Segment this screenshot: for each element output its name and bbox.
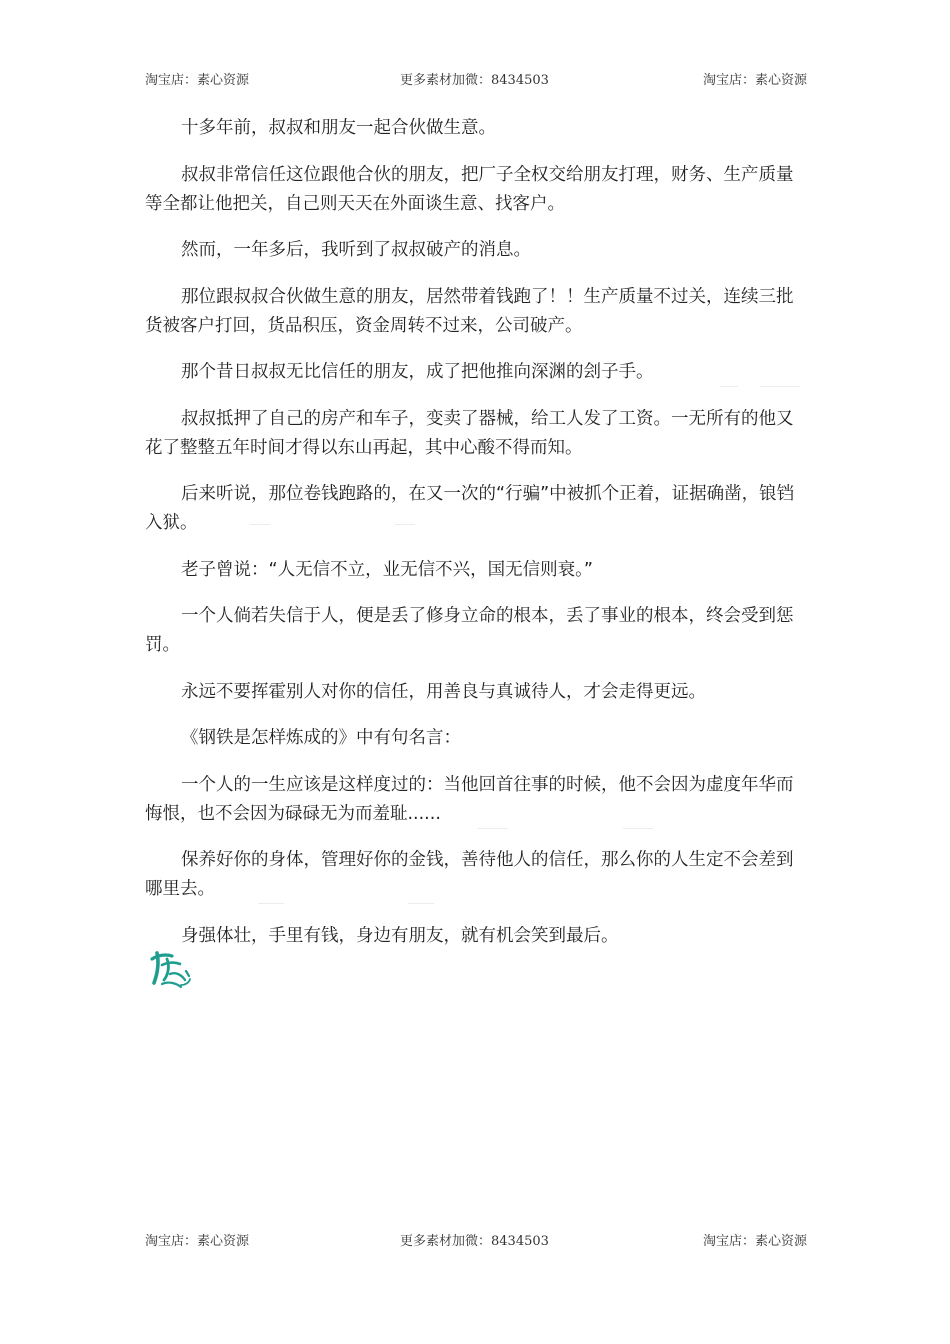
article-body — [145, 114, 807, 968]
paragraph: 《钢铁是怎样炼成的》中有句名言： — [181, 728, 462, 748]
paragraph: 那个昔日叔叔无比信任的朋友，成了把他推向深渊的刽子手。 — [181, 362, 654, 382]
paragraph: 一个人的一生应该是这样度过的：当他回首往事的时候，他不会因为虚度年华而悔恨，也不会因为碌碌无为而羞耻...... — [145, 774, 794, 824]
paragraph: 叔叔抵押了自己的房产和车子，变卖了器械，给工人发了工资。一无所有的他又花了整整五年时间才得以东山再起，其中心酸不得而知。 — [145, 408, 794, 458]
footer-center-text: 更多素材加微：8434503 — [400, 1234, 549, 1249]
paragraph: 后来听说，那位卷钱跑路的，在又一次的“行骗”中被抓个正着，证据确凿，锒铛入狱。 — [145, 484, 795, 533]
scan-speck — [720, 386, 738, 387]
scan-speck — [623, 828, 653, 829]
footer-left-text: 淘宝店：素心资源 — [145, 1234, 250, 1249]
paragraph: 保养好你的身体，管理好你的金钱，善待他人的信任，那么你的人生定不会差到哪里去。 — [145, 850, 794, 899]
header-center-text: 更多素材加微：8434503 — [400, 73, 549, 88]
footer-right-text: 淘宝店：素心资源 — [702, 1234, 807, 1249]
scan-speck — [258, 903, 284, 904]
scan-speck — [478, 828, 508, 829]
paragraph: 永远不要挥霍别人对你的信任，用善良与真诚待人，才会走得更远。 — [181, 681, 707, 702]
paragraph: 然而，一年多后，我听到了叔叔破产的消息。 — [181, 240, 532, 260]
paragraph: 一个人倘若失信于人，便是丢了修身立命的根本，丢了事业的根本，终会受到惩罚。 — [145, 606, 794, 655]
scan-speck — [408, 903, 434, 904]
header-left-text: 淘宝店：素心资源 — [145, 73, 250, 88]
scan-speck — [250, 524, 270, 525]
paragraph: 那位跟叔叔合伙做生意的朋友，居然带着钱跑了！！生产质量不过关，连续三批货被客户打回，货品积压，资金周转不过来，公司破产。 — [145, 286, 794, 336]
paragraph: 十多年前，叔叔和朋友一起合伙做生意。 — [181, 118, 497, 138]
paragraph: 身强体壮，手里有钱，身边有朋友，就有机会笑到最后。 — [181, 925, 619, 946]
calligraphy-logo-icon — [148, 950, 196, 990]
scan-speck — [760, 386, 800, 387]
paragraph: 叔叔非常信任这位跟他合伙的朋友，把厂子全权交给朋友打理，财务、生产质量等全都让他把关，自己则天天在外面谈生意、找客户。 — [145, 164, 794, 214]
scan-speck — [395, 524, 415, 525]
header-right-text: 淘宝店：素心资源 — [702, 73, 807, 88]
paragraph: 老子曾说：“人无信不立，业无信不兴，国无信则衰。” — [181, 559, 593, 580]
